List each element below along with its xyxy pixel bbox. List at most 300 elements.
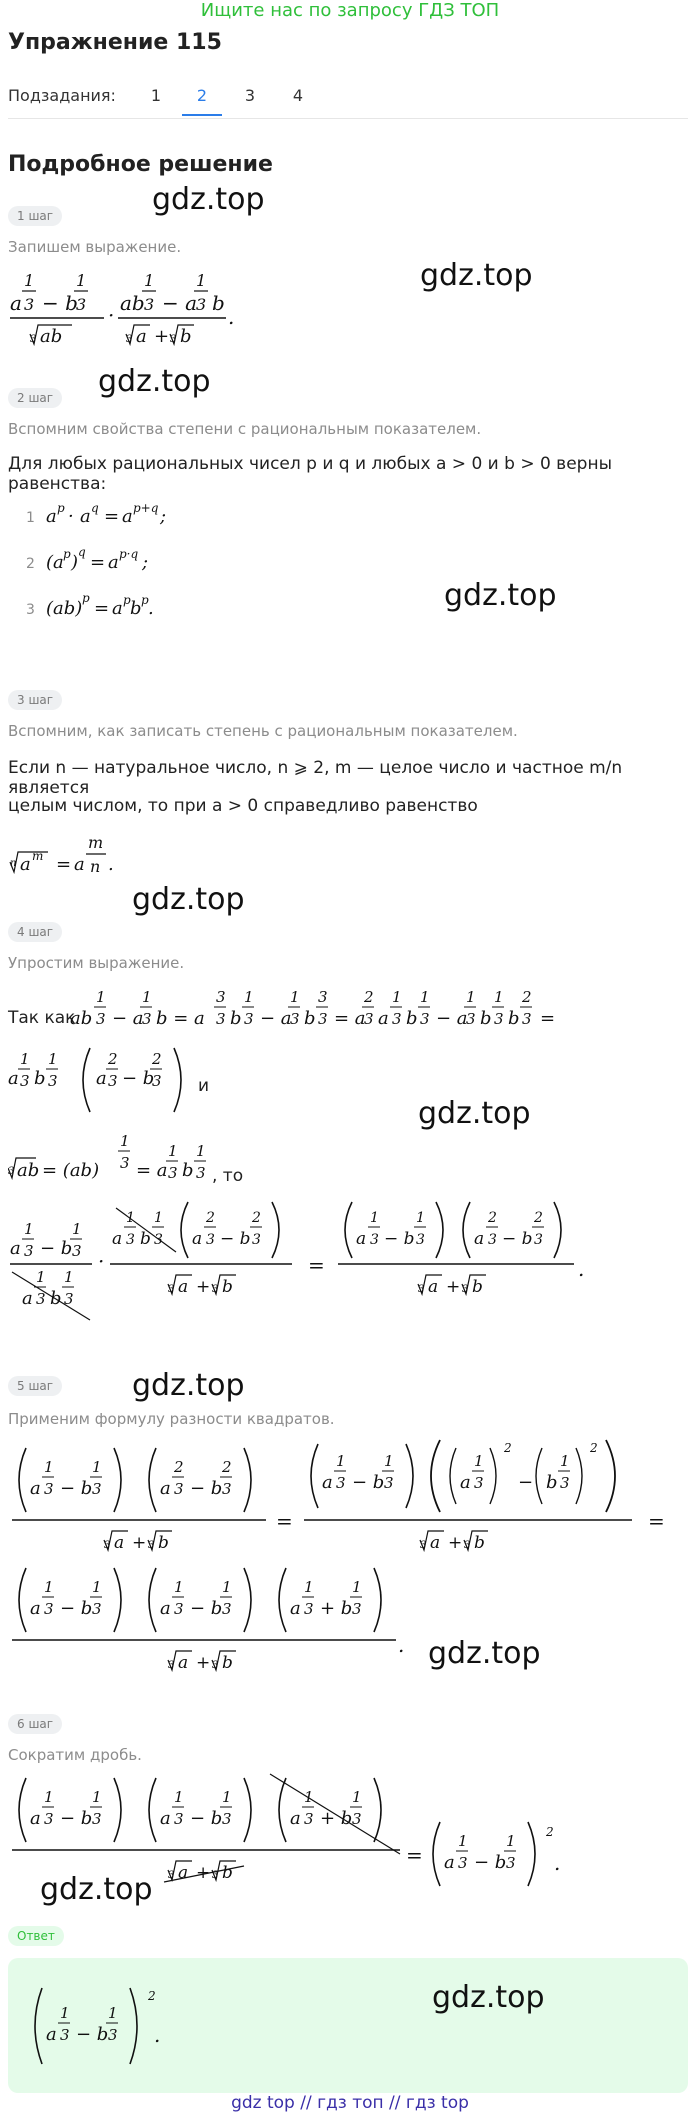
svg-text:a: a (178, 1653, 189, 1673)
svg-text:3: 3 (420, 1540, 427, 1551)
svg-text:3: 3 (174, 1600, 184, 1618)
svg-text:1: 1 (72, 1220, 82, 1238)
svg-text:3: 3 (458, 1854, 468, 1872)
svg-text:3: 3 (244, 1010, 254, 1028)
svg-text:+: + (196, 1277, 211, 1297)
svg-text:3: 3 (24, 295, 35, 314)
svg-text:1: 1 (142, 988, 152, 1006)
svg-text:3: 3 (252, 1232, 261, 1248)
svg-text:a: a (30, 1598, 41, 1619)
svg-text:p: p (63, 547, 71, 561)
svg-text:3: 3 (206, 1232, 215, 1248)
svg-text:+ b: + b (320, 1598, 353, 1619)
svg-text:1: 1 (60, 2004, 70, 2022)
svg-text:1: 1 (466, 988, 476, 1006)
svg-text:2: 2 (152, 1050, 162, 1068)
svg-text:3: 3 (168, 1164, 178, 1182)
watermark: gdz.top (152, 182, 265, 217)
svg-text:+ b: + b (320, 1808, 353, 1829)
svg-text:p: p (123, 593, 131, 607)
svg-text:a: a (444, 1852, 455, 1873)
list-number: 2 (26, 556, 35, 572)
svg-text:p: p (141, 593, 149, 607)
svg-text:b: b (50, 1288, 62, 1309)
svg-text:3: 3 (466, 1010, 476, 1028)
svg-text:a: a (114, 1533, 125, 1553)
svg-text:2: 2 (108, 1050, 118, 1068)
svg-text:a: a (20, 854, 31, 875)
svg-text:3: 3 (222, 1480, 232, 1498)
svg-text:3: 3 (474, 1474, 484, 1492)
svg-text:a: a (80, 506, 91, 527)
svg-text:b: b (130, 598, 142, 619)
svg-text:3: 3 (506, 1854, 516, 1872)
svg-text:3: 3 (318, 988, 328, 1006)
step-2-pill: 2 шаг (8, 388, 62, 408)
svg-text:+: + (196, 1653, 211, 1673)
svg-text:− b: − b (384, 1229, 415, 1249)
svg-text:q: q (78, 545, 86, 559)
svg-text:3: 3 (196, 1164, 206, 1182)
svg-text:.: . (228, 305, 235, 329)
watermark: gdz.top (428, 1636, 541, 1671)
svg-text:b: b (472, 1277, 483, 1297)
svg-text:a: a (30, 1478, 41, 1499)
svg-text:p: p (57, 501, 65, 515)
svg-text:3: 3 (152, 1072, 162, 1090)
svg-text:3: 3 (20, 1072, 30, 1090)
svg-text:3: 3 (92, 1600, 102, 1618)
svg-text:(a: (a (46, 552, 64, 573)
svg-text:3: 3 (126, 334, 133, 345)
svg-text:a: a (96, 1068, 107, 1089)
svg-text:− b: − b (190, 1598, 223, 1619)
svg-text:2: 2 (206, 1210, 215, 1226)
svg-text:3: 3 (534, 1232, 543, 1248)
svg-text:): ) (71, 552, 79, 573)
svg-text:p: p (82, 591, 90, 605)
svg-text:3: 3 (36, 1290, 46, 1308)
svg-text:3: 3 (560, 1474, 570, 1492)
svg-text:3: 3 (142, 1010, 152, 1028)
svg-text:3: 3 (196, 295, 207, 314)
svg-text:ab: ab (17, 1160, 40, 1181)
svg-text:b: b (474, 1533, 485, 1553)
answer-pill: Ответ (8, 1926, 64, 1946)
svg-text:3: 3 (216, 988, 226, 1006)
svg-text:a: a (322, 1472, 333, 1493)
svg-text:a: a (112, 598, 123, 619)
svg-text:.: . (154, 2023, 161, 2047)
svg-text:.: . (148, 598, 154, 619)
svg-text:3: 3 (364, 1010, 374, 1028)
svg-text:1: 1 (92, 1458, 102, 1476)
svg-text:− b: − b (122, 1068, 155, 1089)
svg-text:1: 1 (506, 1832, 516, 1850)
svg-text:3: 3 (304, 1600, 314, 1618)
svg-text:a: a (430, 1533, 441, 1553)
step-1-expression (8, 262, 248, 356)
watermark: gdz.top (40, 1872, 153, 1907)
svg-text:− b: − b (40, 1238, 73, 1259)
svg-text:3: 3 (222, 1600, 232, 1618)
svg-text:1: 1 (222, 1578, 232, 1596)
svg-text:n: n (90, 857, 101, 876)
svg-text:·: · (98, 1249, 105, 1273)
svg-text:2: 2 (522, 988, 532, 1006)
svg-text:1: 1 (76, 271, 87, 290)
tab-subtask-4[interactable]: 4 (292, 86, 304, 105)
svg-text:+: + (154, 326, 170, 347)
svg-text:.: . (554, 1851, 561, 1875)
svg-text:b: b (34, 1068, 46, 1089)
svg-text:a: a (290, 1808, 301, 1829)
svg-text:3: 3 (494, 1010, 504, 1028)
svg-text:3: 3 (488, 1232, 497, 1248)
svg-text:3: 3 (92, 1810, 102, 1828)
svg-text:2: 2 (590, 1441, 598, 1455)
svg-text:− b: − b (42, 291, 78, 315)
svg-text:3: 3 (64, 1290, 74, 1308)
svg-text:3: 3 (148, 1540, 155, 1551)
svg-text:a: a (356, 1229, 367, 1249)
svg-text:a: a (460, 1472, 471, 1493)
step-1-hint: Запишем выражение. (8, 238, 182, 256)
svg-text:1: 1 (304, 1578, 314, 1596)
svg-text:− b: − b (190, 1478, 223, 1499)
svg-text:1: 1 (392, 988, 402, 1006)
svg-text:b: b (222, 1653, 233, 1673)
step-3-pill: 3 шаг (8, 690, 62, 710)
subtasks-label: Подзадания: (8, 86, 116, 105)
tab-subtask-3[interactable]: 3 (244, 86, 256, 105)
svg-text:a: a (474, 1229, 485, 1249)
svg-text:3: 3 (370, 1232, 379, 1248)
step-3-line-1: Если n — натуральное число, n ⩾ 2, m — целое число и частное m/n является (8, 758, 623, 798)
svg-text:1: 1 (92, 1788, 102, 1806)
step-1-pill: 1 шаг (8, 206, 62, 226)
svg-text:3: 3 (170, 334, 177, 345)
svg-text:a: a (22, 1288, 33, 1309)
svg-text:3: 3 (304, 1810, 314, 1828)
svg-text:3: 3 (92, 1480, 102, 1498)
svg-text:= (ab): = (ab) (42, 1160, 100, 1181)
svg-text:a: a (8, 1068, 19, 1089)
svg-text:3: 3 (144, 295, 155, 314)
svg-text:b: b (222, 1277, 233, 1297)
svg-text:− b: − b (60, 1598, 93, 1619)
power-rule-3 (44, 588, 214, 628)
svg-text:1: 1 (120, 1132, 130, 1150)
step-4-factorization (70, 980, 630, 1048)
answer-expression (28, 1978, 228, 2082)
svg-text:b: b (508, 1008, 520, 1029)
svg-text:3: 3 (24, 1242, 34, 1260)
svg-text:1: 1 (144, 271, 155, 290)
svg-text:1: 1 (352, 1578, 362, 1596)
svg-text:1: 1 (560, 1452, 570, 1470)
svg-text:3: 3 (464, 1540, 471, 1551)
step-3-line-2: целым числом, то при a > 0 справедливо равенство (8, 796, 478, 816)
step-6-pill: 6 шаг (8, 1714, 62, 1734)
svg-text:− b: − b (60, 1478, 93, 1499)
svg-text:3: 3 (168, 1870, 175, 1881)
svg-text:+: + (196, 1863, 211, 1883)
svg-text:1: 1 (126, 1210, 135, 1226)
svg-text:3: 3 (418, 1284, 425, 1295)
svg-text:3: 3 (168, 1660, 175, 1671)
svg-text:a: a (290, 1598, 301, 1619)
svg-text:b: b (222, 1863, 233, 1883)
svg-text:+: + (448, 1533, 463, 1553)
svg-text:ab: ab (70, 1008, 93, 1029)
step-4-then: , то (212, 1166, 244, 1186)
svg-text:1: 1 (108, 2004, 118, 2022)
svg-text:− a: − a (162, 291, 198, 315)
svg-text:a: a (178, 1863, 189, 1883)
exercise-title: Упражнение 115 (8, 30, 222, 55)
svg-text:.: . (398, 1633, 405, 1657)
svg-text:− b: − b (502, 1229, 533, 1249)
svg-text:− a: − a (260, 1008, 292, 1029)
svg-text:a: a (112, 1229, 123, 1249)
power-rule-2 (44, 542, 214, 582)
svg-text:a: a (122, 506, 133, 527)
svg-text:q: q (91, 501, 99, 515)
step-2-hint: Вспомним свойства степени с рациональным показателем. (8, 420, 482, 438)
svg-text:m: m (32, 849, 44, 863)
svg-text:3: 3 (352, 1600, 362, 1618)
svg-text:a: a (74, 854, 85, 875)
svg-text:3: 3 (30, 334, 37, 345)
svg-text:1: 1 (304, 1788, 314, 1806)
step-2-intro: Для любых рациональных чисел p и q и любых a > 0 и b > 0 верны равенства: (8, 454, 612, 494)
svg-text:1: 1 (20, 1050, 30, 1068)
svg-text:3: 3 (384, 1474, 394, 1492)
watermark: gdz.top (420, 258, 533, 293)
subtasks-bar (8, 86, 688, 119)
watermark: gdz.top (432, 1980, 545, 2015)
svg-text:− b: − b (220, 1229, 251, 1249)
svg-text:3: 3 (336, 1474, 346, 1492)
svg-text:a: a (46, 2024, 57, 2045)
svg-text:3: 3 (108, 1072, 118, 1090)
svg-text:1: 1 (174, 1578, 184, 1596)
svg-text:− b: − b (474, 1852, 507, 1873)
step-4-cancellation (8, 1196, 608, 1330)
svg-text:p+q: p+q (133, 501, 159, 515)
svg-text:1: 1 (44, 1458, 54, 1476)
answer-box (8, 1958, 688, 2093)
svg-text:3: 3 (392, 1010, 402, 1028)
svg-text:1: 1 (36, 1268, 46, 1286)
svg-text:− b: − b (352, 1472, 385, 1493)
svg-text:1: 1 (196, 1142, 206, 1160)
svg-text:2: 2 (252, 1210, 261, 1226)
svg-text:=: = (90, 552, 106, 573)
svg-text:a: a (108, 552, 119, 573)
svg-text:=: = (94, 598, 110, 619)
svg-text:b: b (304, 1008, 316, 1029)
svg-text:a: a (30, 1808, 41, 1829)
svg-text:.: . (108, 854, 114, 875)
svg-text:1: 1 (370, 1210, 379, 1226)
svg-text:2: 2 (488, 1210, 497, 1226)
step-5-difference-of-squares (8, 1436, 688, 1570)
svg-text:1: 1 (24, 1220, 34, 1238)
svg-text:a: a (160, 1808, 171, 1829)
svg-text:2: 2 (364, 988, 374, 1006)
svg-text:3: 3 (522, 1010, 532, 1028)
svg-text:− b: − b (76, 2024, 109, 2045)
svg-text:a: a (136, 326, 147, 347)
power-rule-1 (44, 496, 214, 536)
svg-text:1: 1 (92, 1578, 102, 1596)
svg-text:b: b (158, 1533, 169, 1553)
footer-links[interactable]: gdz top // гдз топ // гдз top (231, 2093, 469, 2113)
svg-text:b: b (480, 1008, 492, 1029)
svg-text:1: 1 (384, 1452, 394, 1470)
svg-text:1: 1 (44, 1788, 54, 1806)
svg-text:1: 1 (154, 1210, 163, 1226)
svg-text:3: 3 (174, 1480, 184, 1498)
svg-text:2: 2 (534, 1210, 543, 1226)
svg-text:3: 3 (126, 1232, 135, 1248)
svg-text:1: 1 (168, 1142, 178, 1160)
svg-text:3: 3 (72, 1242, 82, 1260)
root-definition (8, 822, 138, 896)
svg-text:3: 3 (104, 1540, 111, 1551)
svg-text:.: . (578, 1257, 585, 1281)
svg-text:3: 3 (212, 1870, 219, 1881)
svg-text:1: 1 (24, 271, 35, 290)
step-4-and: и (198, 1076, 210, 1096)
svg-text:− b: − b (190, 1808, 223, 1829)
step-4-prefix: Так как (8, 1008, 76, 1028)
svg-text:− a: − a (112, 1008, 144, 1029)
svg-text:b: b (182, 1160, 194, 1181)
svg-text:b: b (212, 291, 225, 315)
svg-text:1: 1 (196, 271, 207, 290)
svg-text:3: 3 (108, 2026, 118, 2044)
svg-text:3: 3 (8, 1166, 15, 1177)
search-banner: Ищите нас по запросу ГДЗ ТОП (200, 0, 500, 21)
step-5-hint: Применим формулу разности квадратов. (8, 1410, 335, 1428)
svg-text:− a: − a (436, 1008, 468, 1029)
svg-text:=: = (540, 1008, 556, 1029)
svg-text:b: b (230, 1008, 242, 1029)
svg-text:1: 1 (48, 1050, 58, 1068)
svg-text:=: = (56, 854, 72, 875)
solution-title: Подробное решение (8, 152, 273, 177)
svg-text:a: a (178, 1277, 189, 1297)
svg-text:1: 1 (96, 988, 106, 1006)
tab-subtask-2[interactable]: 2 (182, 86, 222, 116)
svg-text:1: 1 (420, 988, 430, 1006)
svg-text:3: 3 (60, 2026, 70, 2044)
svg-text:a: a (46, 506, 57, 527)
svg-text:3: 3 (44, 1810, 54, 1828)
svg-text:3: 3 (318, 1010, 328, 1028)
svg-text:3: 3 (212, 1284, 219, 1295)
svg-text:3: 3 (120, 1154, 130, 1172)
svg-text:m: m (88, 833, 104, 852)
svg-text:3: 3 (168, 1284, 175, 1295)
svg-text:3: 3 (420, 1010, 430, 1028)
svg-text:b: b (140, 1229, 151, 1249)
step-4-pill: 4 шаг (8, 922, 62, 942)
tab-subtask-1[interactable]: 1 (150, 86, 162, 105)
watermark: gdz.top (98, 364, 211, 399)
svg-text:1: 1 (458, 1832, 468, 1850)
svg-text:=: = (104, 506, 120, 527)
watermark: gdz.top (132, 882, 245, 917)
svg-text:1: 1 (416, 1210, 425, 1226)
svg-text:3: 3 (290, 1010, 300, 1028)
svg-text:a: a (428, 1277, 439, 1297)
svg-text:3: 3 (48, 1072, 58, 1090)
svg-text:p·q: p·q (119, 547, 139, 561)
svg-text:a: a (10, 1238, 21, 1259)
svg-text:3: 3 (212, 1660, 219, 1671)
svg-text:n: n (10, 858, 17, 869)
svg-text:2: 2 (504, 1441, 512, 1455)
svg-text:ab: ab (120, 291, 145, 315)
watermark: gdz.top (418, 1096, 531, 1131)
svg-text:1: 1 (474, 1452, 484, 1470)
svg-text:3: 3 (44, 1600, 54, 1618)
svg-text:−: − (518, 1472, 534, 1493)
svg-text:2: 2 (148, 1989, 156, 2003)
list-number: 3 (26, 602, 35, 618)
svg-text:3: 3 (44, 1480, 54, 1498)
step-5-factored (8, 1560, 408, 1684)
svg-text:2: 2 (174, 1458, 184, 1476)
svg-text:2: 2 (546, 1825, 554, 1839)
svg-text:1: 1 (44, 1578, 54, 1596)
svg-text:+: + (132, 1533, 147, 1553)
svg-text:3: 3 (416, 1232, 425, 1248)
svg-text:3: 3 (462, 1284, 469, 1295)
svg-text:b: b (180, 326, 192, 347)
svg-text:(ab): (ab) (46, 598, 83, 619)
svg-text:3: 3 (154, 1232, 163, 1248)
svg-text:1: 1 (290, 988, 300, 1006)
svg-text:+: + (446, 1277, 461, 1297)
svg-text:3: 3 (96, 1010, 106, 1028)
svg-text:ab: ab (40, 326, 63, 347)
list-number: 1 (26, 510, 35, 526)
svg-text:b: b (406, 1008, 418, 1029)
svg-text:a: a (10, 291, 22, 315)
svg-text:·: · (68, 506, 74, 527)
svg-text:=: = (276, 1509, 293, 1533)
svg-text:a: a (160, 1478, 171, 1499)
svg-text:3: 3 (174, 1810, 184, 1828)
svg-text:·: · (108, 303, 115, 327)
watermark: gdz.top (132, 1368, 245, 1403)
svg-text:1: 1 (222, 1788, 232, 1806)
svg-text:a: a (160, 1598, 171, 1619)
step-6-hint: Сократим дробь. (8, 1746, 142, 1764)
svg-text:;: ; (160, 506, 167, 527)
watermark: gdz.top (444, 578, 557, 613)
svg-text:− b: − b (60, 1808, 93, 1829)
step-3-hint: Вспомним, как записать степень с рациональным показателем. (8, 722, 518, 740)
svg-text:2: 2 (222, 1458, 232, 1476)
svg-text:b: b (546, 1472, 558, 1493)
step-5-pill: 5 шаг (8, 1376, 62, 1396)
